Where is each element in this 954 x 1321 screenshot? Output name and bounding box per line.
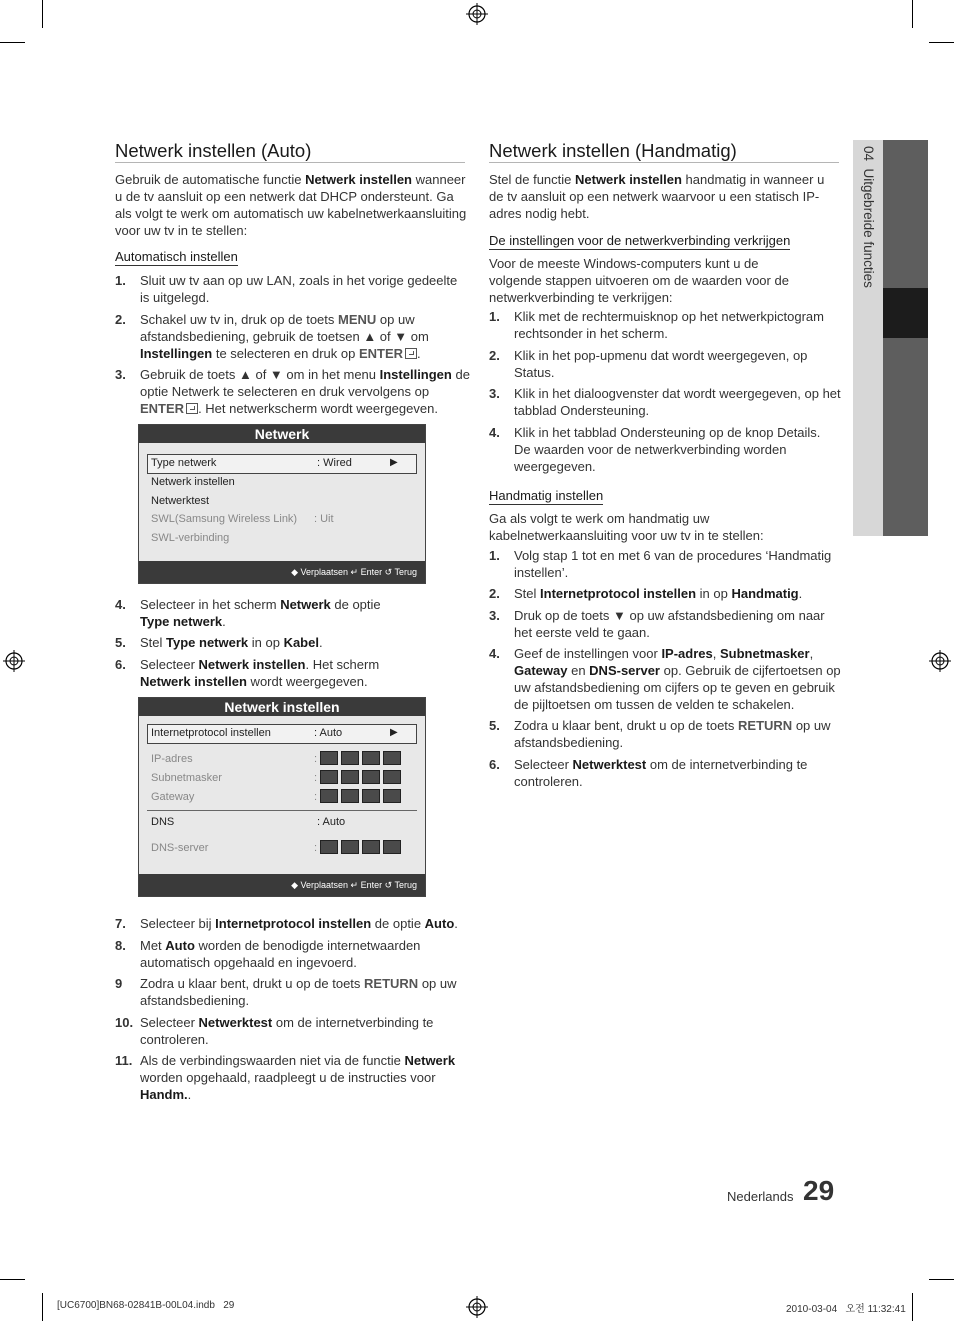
crop-mark (912, 1293, 913, 1321)
crop-mark (42, 1293, 43, 1321)
osd-footer: ◆ Verplaatsen ↵ Enter ↺ Terug (139, 874, 425, 896)
gateway-fields (320, 789, 401, 803)
osd-row-value: : Auto (314, 727, 343, 739)
crop-mark (0, 42, 25, 43)
osd-row-label: Gateway (151, 791, 195, 803)
osd-row-label: IP-adres (151, 753, 193, 765)
footer-language: Nederlands (727, 1189, 794, 1204)
osd-row-value: : Uit (314, 513, 334, 525)
osd-row-value: : (314, 842, 318, 854)
osd-row-label: DNS-server (151, 842, 209, 854)
section-rule (115, 162, 465, 163)
osd-row-label[interactable]: Netwerk instellen (151, 476, 235, 488)
chapter-tab-active (883, 288, 928, 338)
osd-row-label: SWL-verbinding (151, 532, 230, 544)
registration-mark-icon (3, 650, 25, 672)
crop-mark (929, 1279, 954, 1280)
subheading: Automatisch instellen (115, 249, 238, 264)
registration-mark-icon (466, 1296, 488, 1318)
osd-row-value: : Wired (317, 457, 352, 469)
crop-mark (42, 0, 43, 28)
osd-title: Netwerk (139, 425, 425, 443)
crop-mark (0, 1279, 25, 1280)
osd-footer: ◆ Verplaatsen ↵ Enter ↺ Terug (139, 561, 425, 583)
osd-network-settings-screen (138, 697, 426, 897)
registration-mark-icon (929, 650, 951, 672)
enter-icon (405, 348, 417, 359)
arrow-right-icon: ▶ (390, 727, 398, 738)
section-rule (489, 162, 839, 163)
arrow-right-icon: ▶ (390, 457, 398, 468)
osd-row-label: Subnetmasker (151, 772, 222, 784)
osd-row-label: SWL(Samsung Wireless Link) (151, 513, 298, 525)
osd-row-value: : (314, 753, 318, 765)
chapter-label: 04 Uitgebreide functies (861, 146, 876, 288)
ip-address-fields (320, 751, 401, 765)
slug-date: 2010-03-04 오전 11:32:41 (786, 1304, 906, 1315)
section-title: Netwerk instellen (Handmatig) (489, 140, 737, 161)
crop-mark (929, 42, 954, 43)
osd-row-label[interactable]: Type netwerk (151, 457, 217, 469)
crop-mark (912, 0, 913, 28)
enter-icon (186, 403, 198, 414)
slug-file: [UC6700]BN68-02841B-00L04.indb 29 (57, 1300, 235, 1311)
intro-paragraph: Stel de functie Netwerk instellen handmatig in wanneer u de tv aansluit op een netwerk waarvoor u een statisch IP-adres nodig hebt. (489, 172, 825, 221)
page-number: 29 (803, 1175, 835, 1206)
chapter-tab-block (883, 338, 928, 536)
osd-title: Netwerk instellen (139, 698, 425, 716)
paragraph: Voor de meeste Windows-computers kunt u de volgende stappen uitvoeren om de waarden voor de netwerkverbinding te verkrijgen: (489, 256, 789, 305)
osd-row-value: : (314, 791, 318, 803)
paragraph: Ga als volgt te werk om handmatig uw kabelnetwerkaansluiting voor uw tv in te stellen: (489, 511, 764, 543)
intro-paragraph: Gebruik de automatische functie Netwerk instellen wanneer u de tv aansluit op een netwerk dat DHCP ondersteunt. Ga als volgt te werk om automatisch uw kabelnetwerkaansluiting voor uw tv in te stellen: (115, 172, 467, 238)
registration-mark-icon (466, 3, 488, 25)
osd-row-label[interactable]: Netwerktest (151, 495, 210, 507)
osd-row-value: : (314, 772, 318, 784)
osd-row-label[interactable]: Internetprotocol instellen (151, 727, 271, 739)
chapter-tab-block (883, 140, 928, 288)
subheading: Handmatig instellen (489, 488, 604, 503)
osd-divider (147, 810, 417, 811)
dns-server-fields (320, 840, 401, 854)
section-title: Netwerk instellen (Auto) (115, 140, 312, 161)
subnet-mask-fields (320, 770, 401, 784)
osd-row-value: : Auto (317, 816, 346, 828)
osd-network-screen (138, 424, 426, 584)
subheading: De instellingen voor de netwerkverbinding verkrijgen (489, 233, 791, 248)
osd-row-label[interactable]: DNS (151, 816, 175, 828)
